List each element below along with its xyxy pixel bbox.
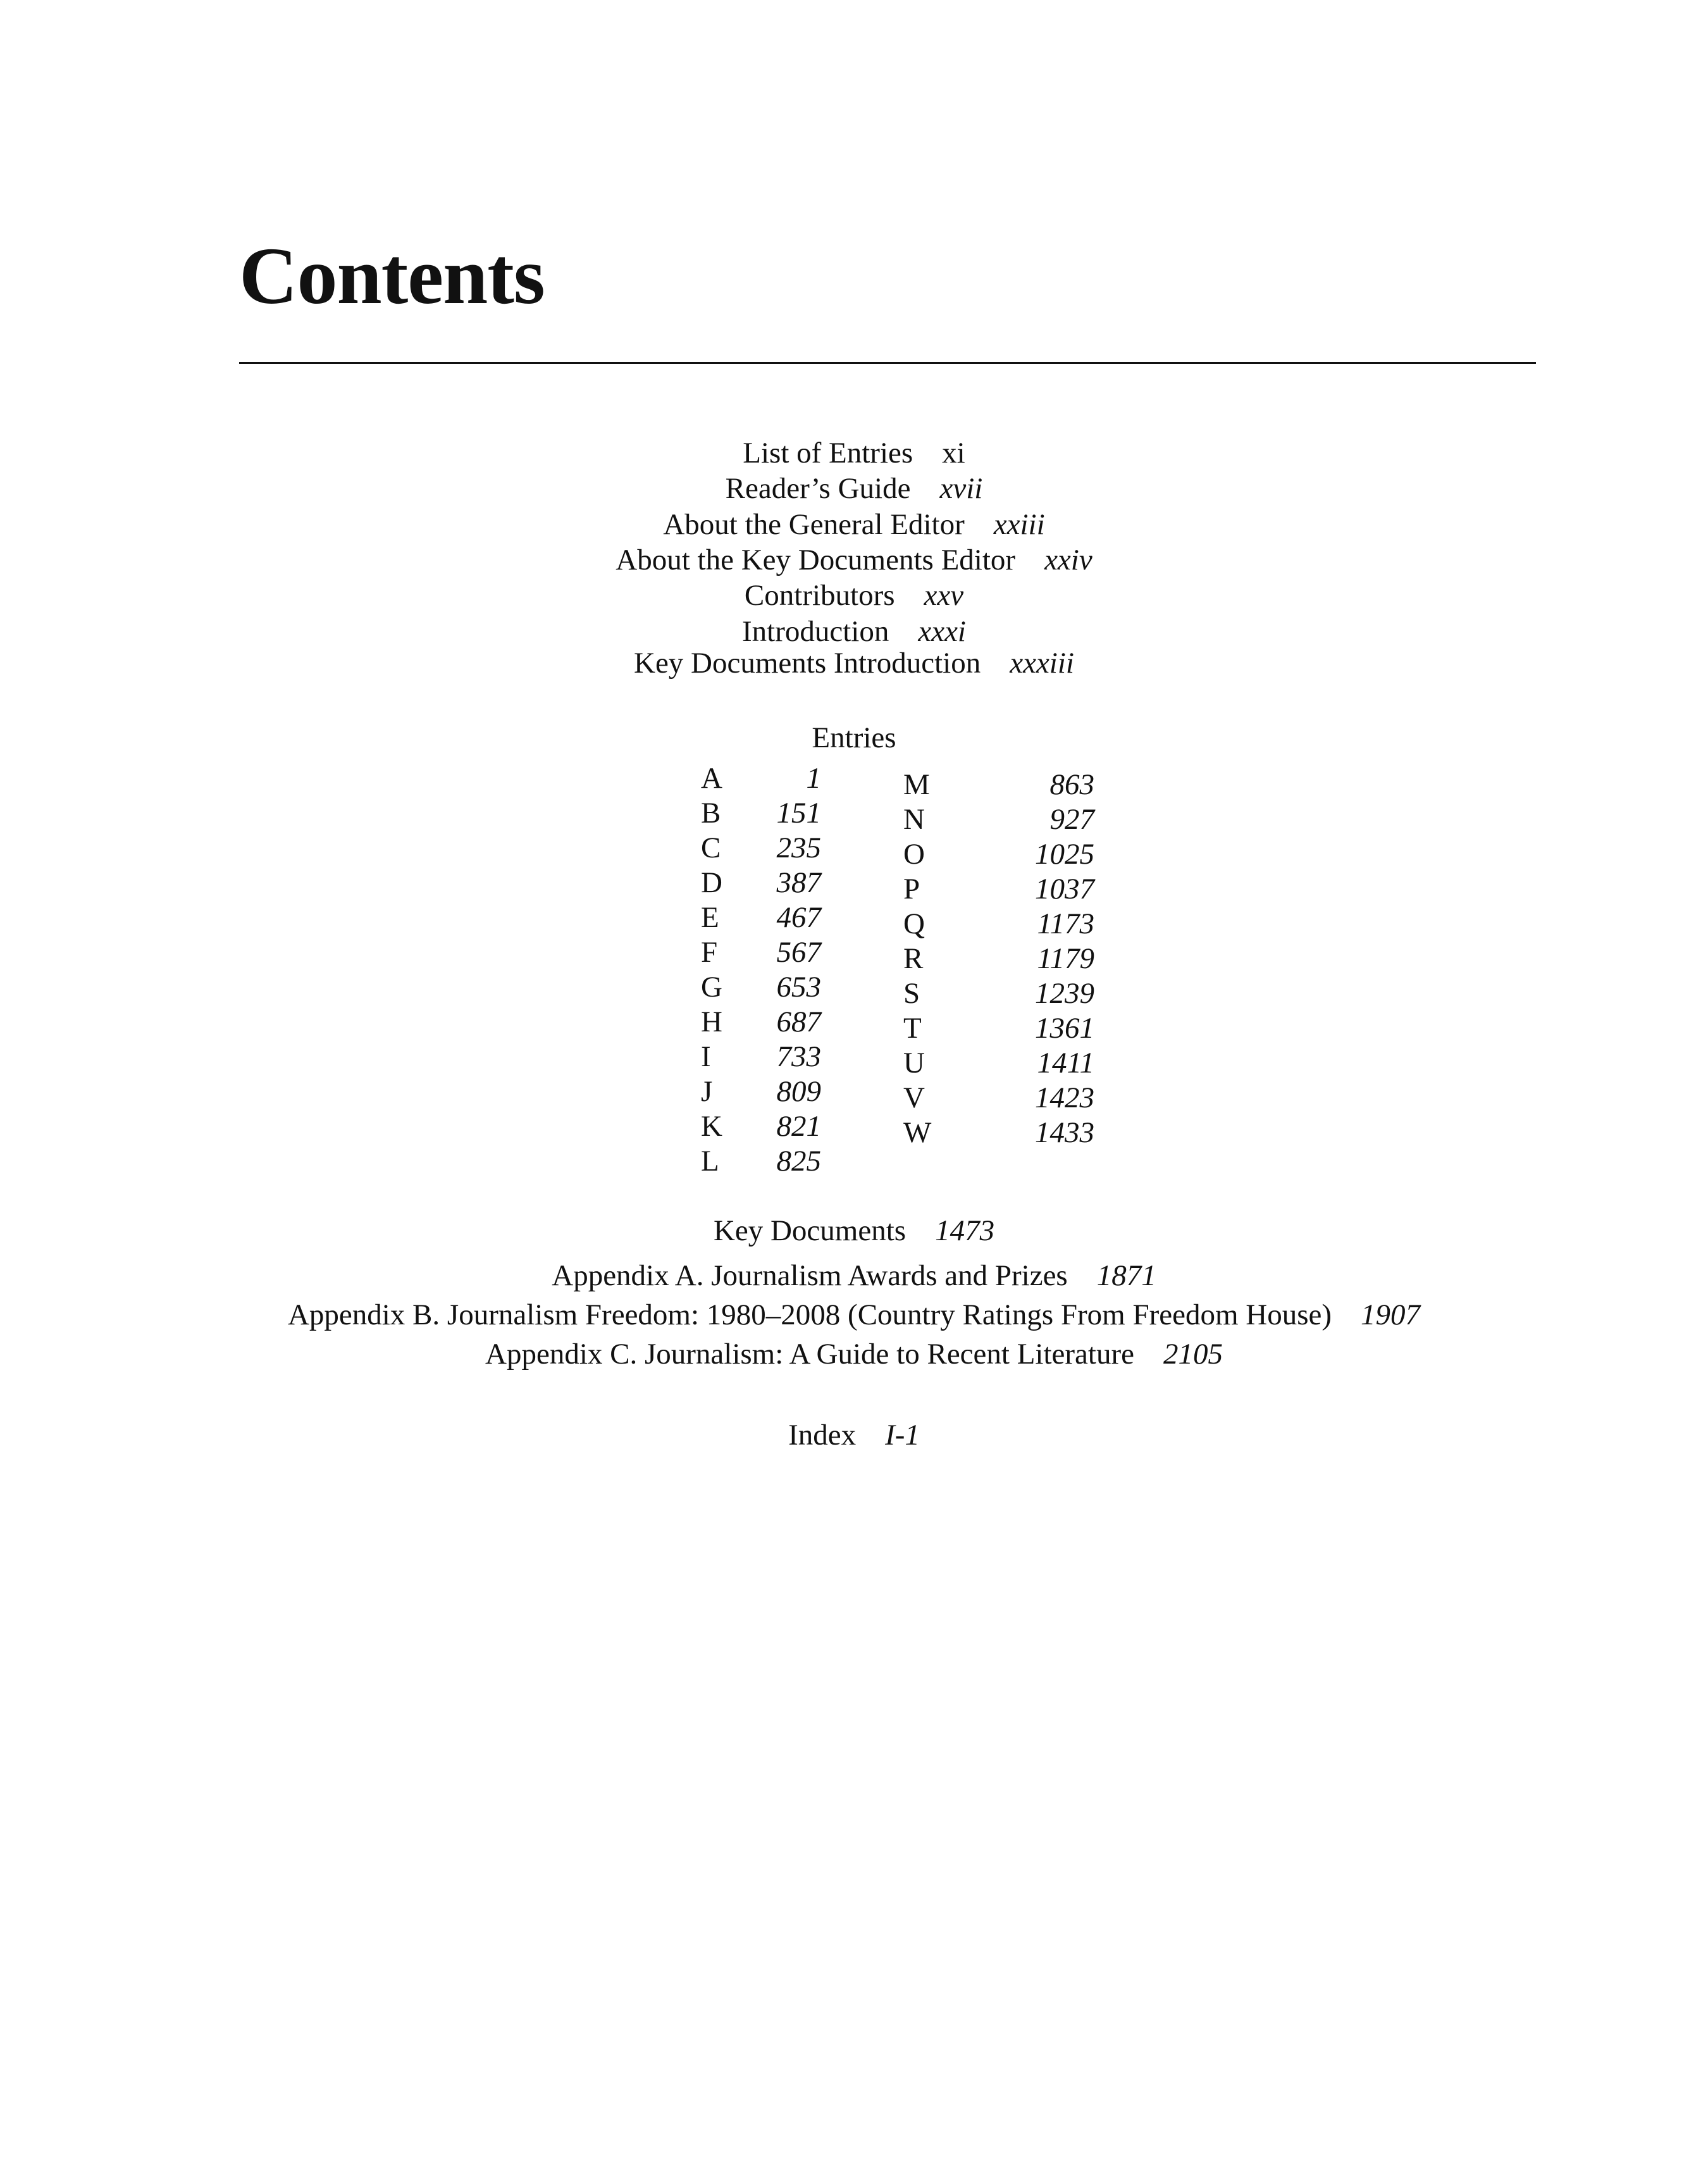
- entries-page-number: 863: [1049, 768, 1094, 801]
- toc-line-back-matter[interactable]: [0, 1421, 1708, 1450]
- page-title: Contents: [239, 231, 545, 321]
- entries-letter: C: [701, 831, 721, 864]
- entries-letter: H: [701, 1005, 722, 1038]
- entries-page-number: 1: [806, 762, 821, 795]
- entries-page-number: 1411: [1037, 1047, 1094, 1079]
- toc-page-number: xxiv: [1044, 544, 1092, 576]
- toc-page-number: xxxi: [918, 615, 966, 648]
- entries-page-number: 387: [776, 866, 821, 899]
- toc-page-number: xi: [942, 437, 965, 470]
- toc-entry-label: Key Documents: [713, 1214, 907, 1247]
- entries-heading: Entries: [812, 721, 896, 754]
- toc-page-number: I-1: [885, 1419, 920, 1452]
- toc-line-front-matter[interactable]: [0, 617, 1708, 647]
- toc-entry-label: Appendix A. Journalism Awards and Prizes: [552, 1259, 1068, 1292]
- toc-line-front-matter[interactable]: [0, 545, 1708, 575]
- entries-page-number: 1361: [1035, 1012, 1094, 1045]
- toc-entry-label: List of Entries: [743, 437, 913, 470]
- entries-page-number: 1239: [1035, 977, 1094, 1010]
- toc-entry-label: About the General Editor: [663, 508, 965, 541]
- entries-page-number: 809: [776, 1075, 821, 1108]
- entries-letter: B: [701, 797, 721, 830]
- toc-line-front-matter[interactable]: [0, 581, 1708, 611]
- entries-page-number: 151: [776, 797, 821, 830]
- entries-page-number: 235: [776, 831, 821, 864]
- toc-entry-label: Appendix B. Journalism Freedom: 1980–2008 (Country Ratings From Freedom House): [287, 1298, 1332, 1331]
- entries-letter: N: [903, 803, 925, 836]
- toc-page-number: xxxiii: [1010, 647, 1074, 680]
- entries-letter: J: [701, 1075, 713, 1108]
- toc-entry-label: Reader’s Guide: [725, 472, 911, 505]
- toc-entry-label: Introduction: [742, 615, 889, 648]
- toc-page-number: xxiii: [993, 508, 1045, 541]
- entries-page-number: 467: [776, 901, 821, 934]
- entries-letter: G: [701, 971, 722, 1004]
- entries-letter: M: [903, 768, 930, 801]
- toc-line-front-matter[interactable]: [0, 474, 1708, 504]
- toc-page-number: xxv: [924, 579, 964, 612]
- toc-line-back-matter[interactable]: [0, 1216, 1708, 1246]
- entries-letter: D: [701, 866, 722, 899]
- entries-letter: O: [903, 838, 925, 871]
- entries-letter: Q: [903, 907, 925, 940]
- toc-line-back-matter[interactable]: [0, 1300, 1708, 1330]
- toc-entry-label: Appendix C. Journalism: A Guide to Recent Literature: [485, 1338, 1134, 1371]
- entries-letter: S: [903, 977, 920, 1010]
- entries-letter: L: [701, 1145, 719, 1178]
- toc-entry-label: Index: [788, 1419, 857, 1452]
- title-divider: [239, 362, 1536, 364]
- entries-letter: R: [903, 942, 924, 975]
- toc-line-front-matter[interactable]: [0, 438, 1708, 468]
- toc-line-back-matter[interactable]: [0, 1340, 1708, 1369]
- entries-page-number: 825: [776, 1145, 821, 1178]
- toc-line-front-matter[interactable]: [0, 510, 1708, 540]
- toc-page-number: 1871: [1096, 1259, 1156, 1292]
- entries-page-number: 1173: [1037, 907, 1094, 940]
- entries-letter: I: [701, 1040, 711, 1073]
- toc-line-front-matter[interactable]: [0, 649, 1708, 678]
- entries-page-number: 821: [776, 1110, 821, 1143]
- entries-letter: U: [903, 1047, 925, 1079]
- toc-page-number: 1907: [1361, 1298, 1421, 1331]
- toc-page-number: xvii: [939, 472, 983, 505]
- entries-page-number: 1037: [1035, 873, 1094, 905]
- entries-letter: K: [701, 1110, 722, 1143]
- toc-page-number: 2105: [1163, 1338, 1223, 1371]
- toc-entry-label: Contributors: [744, 579, 895, 612]
- entries-page-number: 927: [1049, 803, 1094, 836]
- entries-page-number: 1433: [1035, 1116, 1094, 1149]
- toc-entry-label: Key Documents Introduction: [634, 647, 981, 680]
- toc-line-back-matter[interactable]: [0, 1261, 1708, 1291]
- entries-page-number: 653: [776, 971, 821, 1004]
- entries-letter: P: [903, 873, 920, 905]
- entries-letter: V: [903, 1081, 925, 1114]
- entries-letter: E: [701, 901, 719, 934]
- entries-letter: A: [701, 762, 722, 795]
- entries-page-number: 567: [776, 936, 821, 969]
- entries-page-number: 1423: [1035, 1081, 1094, 1114]
- entries-page-number: 687: [776, 1005, 821, 1038]
- entries-page-number: 1025: [1035, 838, 1094, 871]
- entries-letter: F: [701, 936, 718, 969]
- entries-letter: W: [903, 1116, 932, 1149]
- entries-page-number: 1179: [1037, 942, 1094, 975]
- toc-page-number: 1473: [935, 1214, 995, 1247]
- entries-letter: T: [903, 1012, 922, 1045]
- toc-entry-label: About the Key Documents Editor: [616, 544, 1016, 576]
- entries-page-number: 733: [776, 1040, 821, 1073]
